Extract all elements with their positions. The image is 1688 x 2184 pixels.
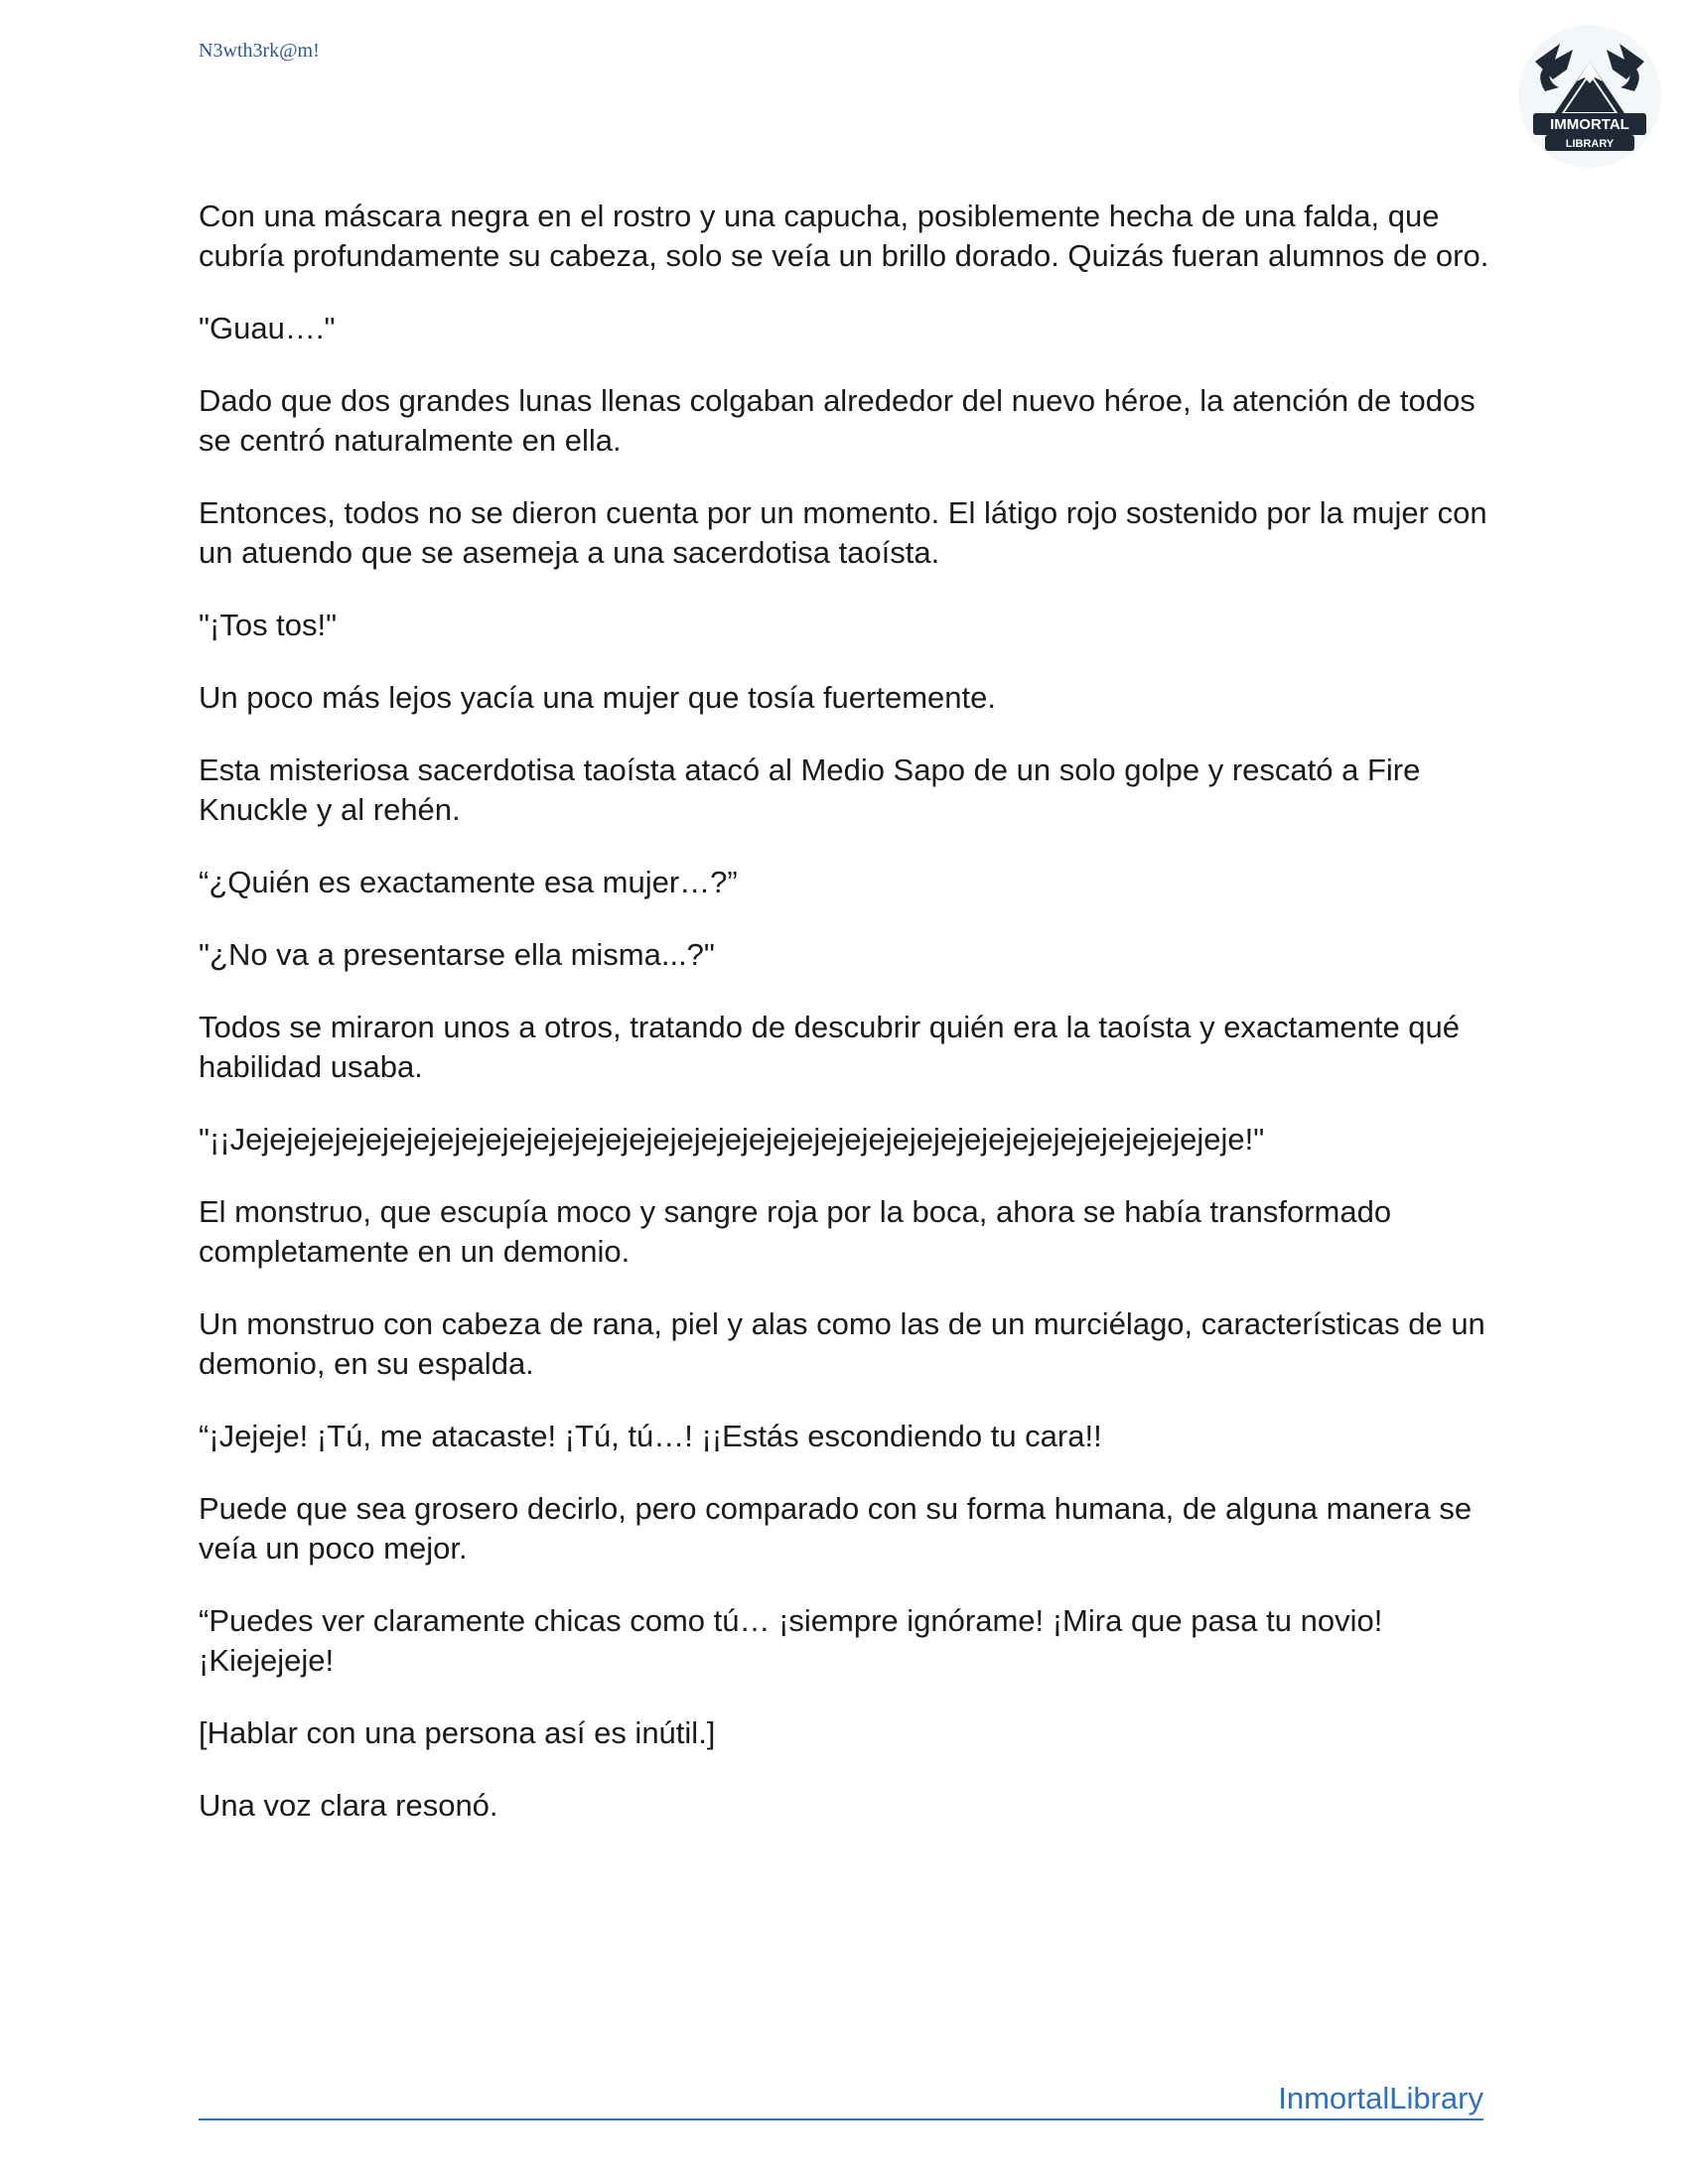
footer-library-link[interactable]: InmortalLibrary bbox=[1278, 2081, 1483, 2116]
paragraph: Esta misteriosa sacerdotisa taoísta atacó al Medio Sapo de un solo golpe y rescató a Fire Knuckle y al rehén. bbox=[199, 752, 1421, 827]
paragraph: "¿No va a presentarse ella misma...?" bbox=[199, 937, 715, 972]
dragon-mountain-crest-logo-icon bbox=[1515, 22, 1664, 171]
paragraph: Todos se miraron unos a otros, tratando de descubrir quién era la taoísta y exactamente qué habilidad usaba. bbox=[199, 1010, 1461, 1084]
paragraph: Dado que dos grandes lunas llenas colgaban alrededor del nuevo héroe, la atención de todos se centró naturalmente en ella. bbox=[199, 383, 1476, 458]
immortal-library-logo bbox=[1515, 22, 1664, 171]
paragraph: Un monstruo con cabeza de rana, piel y alas como las de un murciélago, características de un demonio, en su espalda. bbox=[199, 1306, 1485, 1381]
header-watermark: N3wth3rk@m! bbox=[199, 40, 320, 62]
paragraph: Puede que sea grosero decirlo, pero comparado con su forma humana, de alguna manera se veía un poco mejor. bbox=[199, 1491, 1473, 1566]
paragraph: Una voz clara resonó. bbox=[199, 1788, 498, 1823]
paragraph: Con una máscara negra en el rostro y una capucha, posiblemente hecha de una falda, que cubría profundamente su cabeza, solo se veía un brillo dorado. Quizás fueran alumnos de oro. bbox=[199, 199, 1489, 273]
paragraph: “¡Jejeje! ¡Tú, me atacaste! ¡Tú, tú…! ¡¡Estás escondiendo tu cara!! bbox=[199, 1419, 1102, 1453]
paragraph: "¡Tos tos!" bbox=[199, 608, 338, 642]
footer-divider bbox=[199, 2118, 1483, 2120]
logo-line1: IMMORTAL bbox=[1550, 116, 1629, 133]
paragraph: "¡¡Jejejejejejejejejejejejejejejejejejejejejejejejejejejejejejejejejejejejejejejejejeje!" bbox=[199, 1122, 1265, 1157]
paragraph: “Puedes ver claramente chicas como tú… ¡siempre ignórame! ¡Mira que pasa tu novio! ¡Kiejejeje! bbox=[199, 1603, 1383, 1678]
paragraph: [Hablar con una persona así es inútil.] bbox=[199, 1715, 716, 1750]
paragraph: Entonces, todos no se dieron cuenta por un momento. El látigo rojo sostenido por la mujer con un atuendo que se asemeja a una sacerdotisa taoísta. bbox=[199, 495, 1487, 570]
paragraph: El monstruo, que escupía moco y sangre roja por la boca, ahora se había transformado completamente en un demonio. bbox=[199, 1194, 1392, 1269]
paragraph: "Guau…." bbox=[199, 311, 336, 345]
paragraph: “¿Quién es exactamente esa mujer…?” bbox=[199, 865, 738, 899]
logo-line2: LIBRARY bbox=[1565, 138, 1615, 150]
document-body bbox=[199, 197, 1499, 1858]
paragraph: Un poco más lejos yacía una mujer que tosía fuertemente. bbox=[199, 680, 996, 715]
